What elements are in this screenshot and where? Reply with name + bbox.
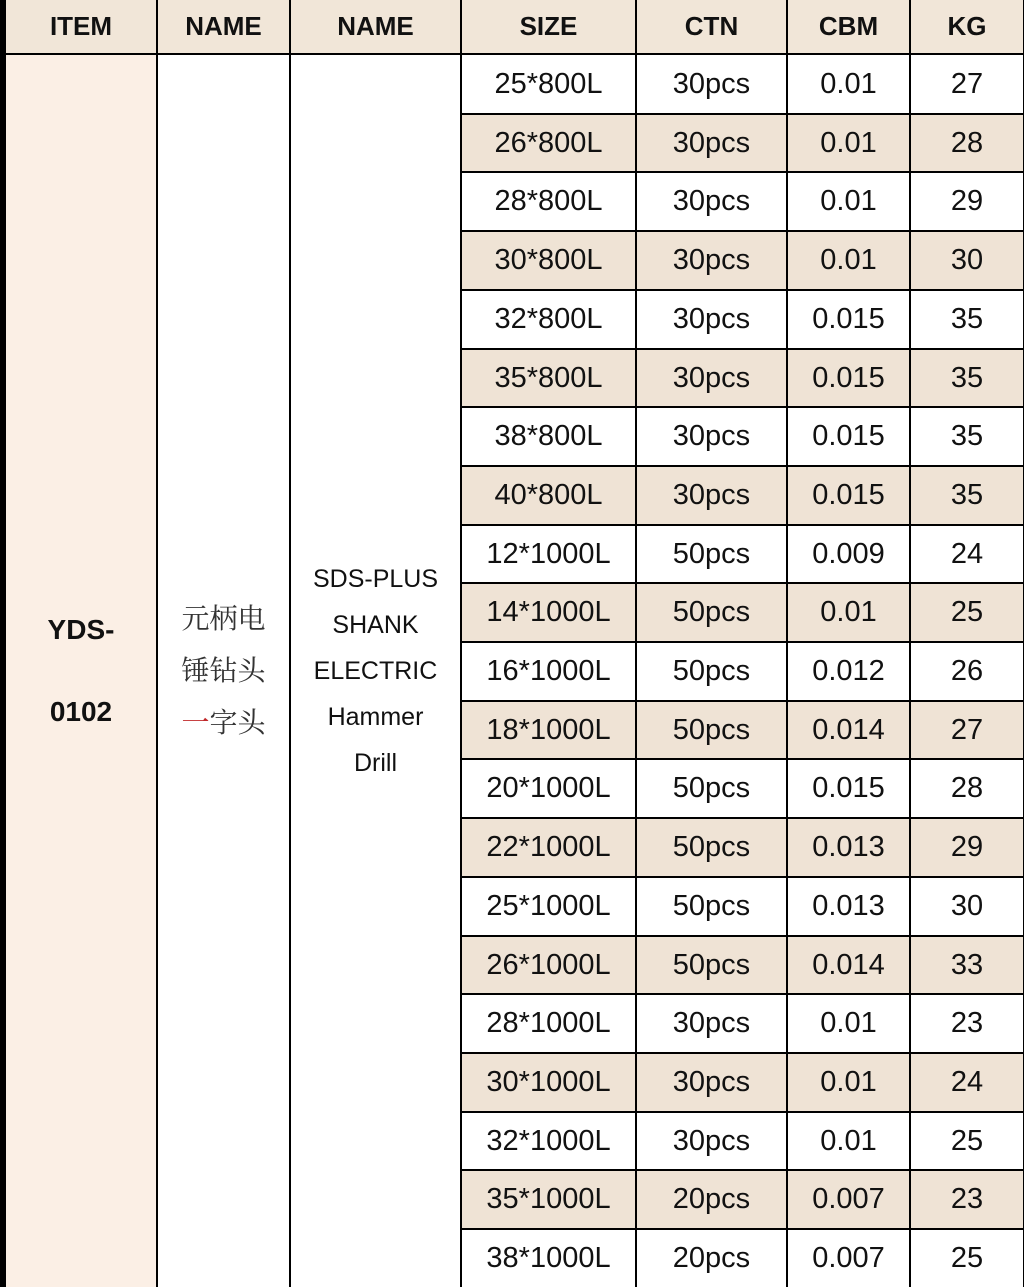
table-cell-kg: 28 [911,115,1023,171]
table-cell-kg: 35 [911,291,1023,348]
table-cell-cbm: 0.01 [788,173,909,230]
table-cell-size: 18*1000L [462,702,635,758]
name-en-line-3: ELECTRIC [313,657,438,685]
table-cell-ctn: 50pcs [637,702,786,758]
table-cell-kg: 24 [911,1054,1023,1111]
table-cell-cbm: 0.014 [788,937,909,993]
table-cell-cbm: 0.012 [788,643,909,700]
name-en-line-5: Drill [353,749,398,777]
table-cell-size: 30*800L [462,232,635,289]
table-cell-cbm: 0.013 [788,878,909,935]
table-cell-ctn: 30pcs [637,467,786,524]
table-cell-ctn: 50pcs [637,643,786,700]
header-kg: KG [911,0,1023,53]
table-cell-size: 40*800L [462,467,635,524]
table-cell-kg: 26 [911,643,1023,700]
table-cell-kg: 30 [911,878,1023,935]
table-cell-size: 30*1000L [462,1054,635,1111]
table-cell-cbm: 0.007 [788,1171,909,1228]
table-cell-kg: 28 [911,760,1023,817]
table-cell-kg: 35 [911,467,1023,524]
table-cell-kg: 30 [911,232,1023,289]
name-cn-line-3 [181,697,265,749]
table-cell-kg: 25 [911,1230,1023,1287]
table-cell-size: 35*800L [462,350,635,406]
name-cn-red-char: 一 [181,706,210,739]
name-cn-line-1: 元柄电 [181,602,266,635]
table-cell-ctn: 30pcs [637,55,786,113]
header-ctn: CTN [637,0,786,53]
header-item: ITEM [6,0,156,53]
header-name-en: NAME [291,0,460,53]
table-cell-cbm: 0.007 [788,1230,909,1287]
table-cell-ctn: 50pcs [637,584,786,641]
table-cell-ctn: 50pcs [637,526,786,582]
table-cell-ctn: 50pcs [637,937,786,993]
table-cell-size: 25*1000L [462,878,635,935]
table-cell-size: 20*1000L [462,760,635,817]
header-cbm: CBM [788,0,909,53]
table-cell-size: 14*1000L [462,584,635,641]
table-cell-cbm: 0.014 [788,702,909,758]
item-code-cell [6,55,156,1287]
table-cell-cbm: 0.01 [788,232,909,289]
table-cell-kg: 24 [911,526,1023,582]
name-cn-line-3-rest: 字头 [209,706,266,739]
table-cell-ctn: 30pcs [637,173,786,230]
name-english-cell [291,55,460,1287]
table-cell-kg: 29 [911,173,1023,230]
table-cell-ctn: 30pcs [637,995,786,1052]
table-cell-cbm: 0.01 [788,1113,909,1169]
table-cell-cbm: 0.01 [788,995,909,1052]
table-cell-size: 26*800L [462,115,635,171]
table-cell-ctn: 30pcs [637,291,786,348]
header-size: SIZE [462,0,635,53]
table-cell-ctn: 30pcs [637,115,786,171]
table-cell-kg: 23 [911,1171,1023,1228]
table-cell-cbm: 0.015 [788,291,909,348]
table-cell-cbm: 0.01 [788,115,909,171]
table-cell-cbm: 0.013 [788,819,909,876]
table-cell-ctn: 30pcs [637,1113,786,1169]
table-cell-kg: 35 [911,350,1023,406]
name-chinese-cell [158,55,289,1287]
name-cn-line-2: 锤钻头 [181,654,266,687]
table-cell-size: 26*1000L [462,937,635,993]
table-cell-size: 28*1000L [462,995,635,1052]
table-cell-kg: 23 [911,995,1023,1052]
table-cell-cbm: 0.015 [788,467,909,524]
table-cell-cbm: 0.01 [788,1054,909,1111]
table-cell-size: 16*1000L [462,643,635,700]
table-cell-size: 32*800L [462,291,635,348]
table-cell-size: 32*1000L [462,1113,635,1169]
table-cell-kg: 27 [911,55,1023,113]
table-cell-kg: 25 [911,584,1023,641]
table-cell-kg: 25 [911,1113,1023,1169]
table-cell-kg: 27 [911,702,1023,758]
item-code-line-1: YDS- [47,614,115,645]
table-cell-ctn: 30pcs [637,232,786,289]
table-cell-size: 22*1000L [462,819,635,876]
table-cell-size: 25*800L [462,55,635,113]
item-code-line-2: 0102 [49,696,113,727]
table-cell-kg: 35 [911,408,1023,465]
table-cell-ctn: 50pcs [637,819,786,876]
table-cell-size: 38*1000L [462,1230,635,1287]
name-en-line-1: SDS-PLUS [312,565,439,593]
table-cell-kg: 33 [911,937,1023,993]
table-cell-ctn: 50pcs [637,878,786,935]
table-cell-ctn: 30pcs [637,408,786,465]
table-cell-size: 35*1000L [462,1171,635,1228]
name-en-line-4: Hammer [327,703,424,731]
table-cell-cbm: 0.01 [788,55,909,113]
table-cell-cbm: 0.01 [788,584,909,641]
table-cell-cbm: 0.015 [788,760,909,817]
name-en-line-2: SHANK [332,611,419,639]
table-cell-kg: 29 [911,819,1023,876]
table-cell-ctn: 30pcs [637,350,786,406]
table-cell-ctn: 30pcs [637,1054,786,1111]
table-cell-size: 12*1000L [462,526,635,582]
table-cell-size: 28*800L [462,173,635,230]
table-cell-size: 38*800L [462,408,635,465]
table-cell-cbm: 0.009 [788,526,909,582]
table-cell-ctn: 20pcs [637,1171,786,1228]
table-cell-cbm: 0.015 [788,350,909,406]
table-cell-ctn: 50pcs [637,760,786,817]
table-cell-ctn: 20pcs [637,1230,786,1287]
table-cell-cbm: 0.015 [788,408,909,465]
header-name-cn: NAME [158,0,289,53]
